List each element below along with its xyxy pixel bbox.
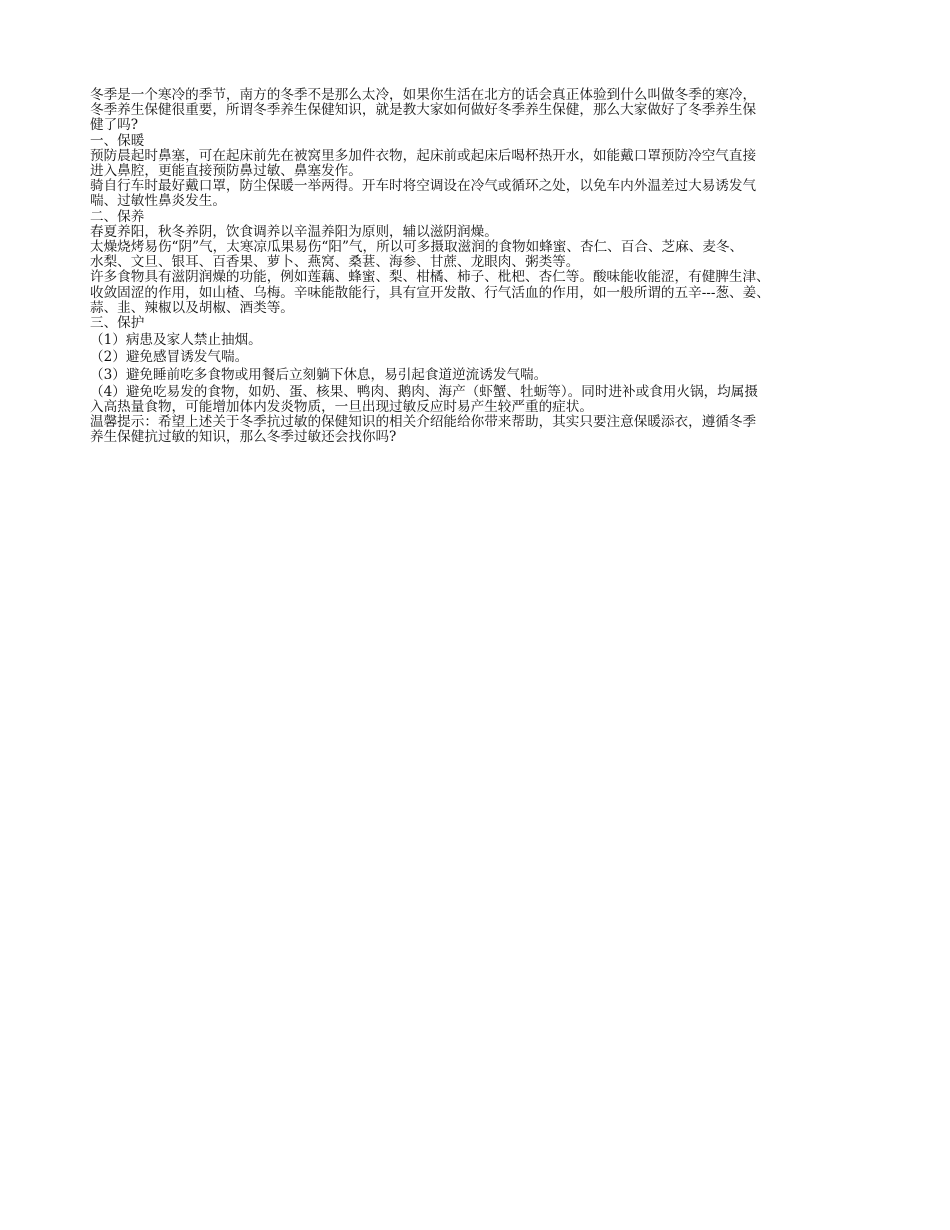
warmth-paragraph-1 — [90, 149, 880, 179]
text-line: 骑自行车时最好戴口罩，防尘保暖一举两得。开车时将空调设在冷气或循环之处，以免车内外温差过大易诱发气 — [90, 178, 757, 195]
text-line: 许多食物具有滋阴润燥的功能，例如莲藕、蜂蜜、梨、柑橘、柿子、枇杷、杏仁等。酸味能收能涩，有健脾生津、 — [90, 269, 770, 286]
care-paragraph-2 — [90, 240, 880, 270]
protection-item-2: （2）避免感冒诱发气喘。 — [90, 349, 249, 366]
text-line: 收敛固涩的作用，如山楂、乌梅。辛味能散能行，具有宣开发散、行气活血的作用，如一般所谓的五辛---葱、姜、 — [90, 284, 770, 301]
protection-item-3: （3）避免睡前吃多食物或用餐后立刻躺下休息，易引起食道逆流诱发气喘。 — [90, 366, 548, 383]
text-line: 入高热量食物，可能增加体内发炎物质，一旦出现过敏反应时易产生较严重的症状。 — [90, 399, 593, 416]
tip-paragraph — [90, 415, 880, 445]
document-body — [90, 88, 880, 446]
text-line: 养生保健抗过敏的知识，那么冬季过敏还会找你吗? — [90, 429, 397, 446]
section-heading-warmth: 一、保暖 — [90, 132, 145, 149]
text-line: 冬季是一个寒冷的季节，南方的冬季不是那么太冷，如果你生活在北方的话会真正体验到什么叫做冬季的寒冷， — [90, 87, 757, 103]
protection-item-1: （1）病患及家人禁止抽烟。 — [90, 332, 262, 349]
text-line: （4）避免吃易发的食物，如奶、蛋、核果、鸭肉、鹅肉、海产（虾蟹、牡蛎等）。同时进补或食用火锅，均属摄 — [90, 383, 758, 400]
text-line: 水梨、文旦、银耳、百香果、萝卜、燕窝、桑葚、海参、甘蔗、龙眼肉、粥类等。 — [90, 254, 580, 271]
intro-paragraph — [90, 88, 880, 134]
text-line: 冬季养生保健很重要，所谓冬季养生保健知识，就是教大家如何做好冬季养生保健，那么大家做好了冬季养生保 — [90, 102, 757, 119]
section-heading-protection: 三、保护 — [90, 315, 145, 332]
text-line: 太燥烧烤易伤“阴”气，太寒凉瓜果易伤“阳”气，所以可多摄取滋润的食物如蜂蜜、杏仁、百合、芝麻、麦冬、 — [90, 239, 744, 256]
section-heading-care: 二、保养 — [90, 208, 145, 225]
text-line: 预防晨起时鼻塞，可在起床前先在被窝里多加件衣物，起床前或起床后喝杯热开水，如能戴口罩预防冷空气直接 — [90, 147, 757, 164]
warmth-paragraph-2 — [90, 179, 880, 209]
text-line: 蒜、韭、辣椒以及胡椒、酒类等。 — [90, 299, 294, 316]
text-line: 健了吗? — [90, 117, 139, 134]
protection-item-4 — [90, 385, 880, 415]
care-paragraph-3 — [90, 270, 880, 316]
care-paragraph-1: 春夏养阳，秋冬养阴，饮食调养以辛温养阳为原则，辅以滋阴润燥。 — [90, 223, 498, 240]
text-line: 喘、过敏性鼻炎发生。 — [90, 193, 226, 210]
text-line: 温馨提示：希望上述关于冬季抗过敏的保健知识的相关介绍能给你带来帮助，其实只要注意保暖添衣，遵循冬季 — [90, 414, 757, 431]
text-line: 进入鼻腔，更能直接预防鼻过敏、鼻塞发作。 — [90, 163, 362, 180]
